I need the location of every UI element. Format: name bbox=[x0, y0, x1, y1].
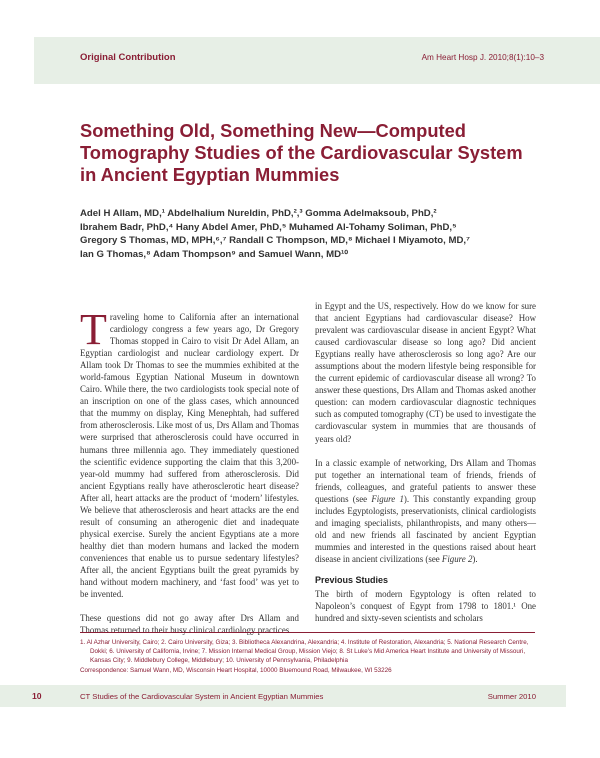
paragraph-text: In a classic example of networking, Drs Allam and Thomas put together an international team of friends, friends of friends, colleagues, and grateful patients to answer these questions (see bbox=[315, 457, 536, 504]
section-label: Original Contribution bbox=[80, 52, 176, 63]
body-column-left bbox=[80, 305, 299, 636]
author-line: Ian G Thomas,⁸ Adam Thompson⁹ and Samuel Wann, MD¹⁰ bbox=[80, 248, 349, 260]
paragraph-text: ). bbox=[472, 553, 478, 564]
correspondence-footnote: Correspondence: Samuel Wann, MD, Wisconsin Heart Hospital, 10000 Bluemound Road, Milwaukee, WI 53226 bbox=[80, 666, 392, 674]
issue-label: Summer 2010 bbox=[487, 692, 536, 701]
section-heading-previous-studies: Previous Studies bbox=[315, 574, 389, 585]
footnote-divider bbox=[80, 632, 535, 633]
footnotes bbox=[80, 638, 536, 675]
body-column-right bbox=[315, 300, 536, 624]
body-paragraph: The birth of modern Egyptology is often related to Napoleon’s conquest of Egypt from 1798 to 1801.¹ One hundred and sixty-seven scientists and scholars bbox=[315, 589, 536, 624]
page-number: 10 bbox=[32, 691, 42, 701]
figure-2-reference[interactable]: Figure 2 bbox=[441, 553, 473, 564]
drop-cap: T bbox=[80, 305, 107, 354]
journal-citation: Am Heart Hosp J. 2010;8(1):10–3 bbox=[421, 53, 544, 62]
paragraph-text: raveling home to California after an international cardiology congress a few years ago, Dr Gregory Thomas stopped in Cairo to visit Dr Adel Allam, an Egyptian cardiologist and nuclear cardiology expert. Dr Allam took Dr Thomas to see the mummies exhibited at the world-famous Egyptian National Museum in downtown Cairo. While there, the two cardiologists took special note of an inscription on one of the glass cases, which announced that the mummy on display, King Menephtah, had suffered from atherosclerosis. Like most of us, Drs Allam and Thomas were surprised that atherosclerosis could have occurred in humans three millennia ago. They immediately questioned the scientific evidence supporting the claim that this 3,200-year-old mummy had suffered from atherosclerosis. Did ancient Egyptians really have atherosclerotic heart disease? After all, heart attacks are the product of ‘modern’ lifestyles. We believe that atherosclerosis and heart attacks are the end result of consuming an atherogenic diet and inadequate physical exercise. Surely the ancient Egyptians ate a more healthy diet than modern humans and lacked the modern conveniences that enable us to pursue sedentary lifestyles? After all, the ancient Egyptians built the great pyramids by hand without modern machinery, and ‘fast food’ was yet to be invented. bbox=[80, 312, 299, 600]
author-line: Gregory S Thomas, MD, MPH,⁶,⁷ Randall C Thompson, MD,⁸ Michael I Miyamoto, MD,⁷ bbox=[80, 235, 470, 246]
author-line: Adel H Allam, MD,¹ Abdelhalium Nureldin, PhD,²,³ Gomma Adelmaksoub, PhD,² bbox=[80, 208, 437, 219]
author-list bbox=[80, 207, 550, 261]
figure-1-reference[interactable]: Figure 1 bbox=[371, 493, 404, 504]
body-paragraph bbox=[80, 305, 299, 600]
body-paragraph bbox=[315, 457, 536, 565]
body-paragraph: These questions did not go away after Drs Allam and Thomas returned to their busy clinical cardiology practices bbox=[80, 613, 299, 636]
body-paragraph: in Egypt and the US, respectively. How do we know for sure that ancient Egyptians had cardiovascular disease? How prevalent was cardiovascular disease in ancient Egypt? What caused cardiovascular disease so long ago? Did ancient Egyptians really have atherosclerosis so long ago? Are our assumptions about the modern lifestyle being responsible for the current epidemic of cardiovascular disease all wrong? To answer these questions, Drs Allam and Thomas asked another question: can modern cardiovascular diagnostic techniques such as computed tomography (CT) be used to investigate the cardiovascular system in mummies that are thousands of years old? bbox=[315, 301, 536, 444]
author-line: Ibrahem Badr, PhD,⁴ Hany Abdel Amer, PhD,⁵ Muhamed Al-Tohamy Soliman, PhD,⁵ bbox=[80, 221, 457, 233]
article-title: Something Old, Something New—Computed Tomography Studies of the Cardiovascular System in Ancient Egyptian Mummies bbox=[80, 120, 523, 186]
affiliations-footnote: 1. Al Azhar University, Cairo; 2. Cairo University, Giza; 3. Bibliotheca Alexandrina, Alexandria; 4. Institute of Restoration, Alexandria; 5. National Research Centre, Dokki; 6. University of California, Irvine; 7. Mission Internal Medical Group, Mission Viejo; 8. St Luke’s Mid America Heart Institute and University of Missouri, Kansas City; 9. Middlebury College, Middlebury; 10. University of Pennsylvania, Philadelphia bbox=[80, 639, 529, 665]
paragraph-text: ). This constantly expanding group includes Egyptologists, preservationists, clinical cardiologists and imaging specialists, philanthropists, and many others—old and new friends all fascinated by ancient Egyptian mummies and interested in the questions raised about heart disease in ancient civilizations (see bbox=[315, 493, 536, 564]
running-title: CT Studies of the Cardiovascular System in Ancient Egyptian Mummies bbox=[80, 692, 324, 701]
